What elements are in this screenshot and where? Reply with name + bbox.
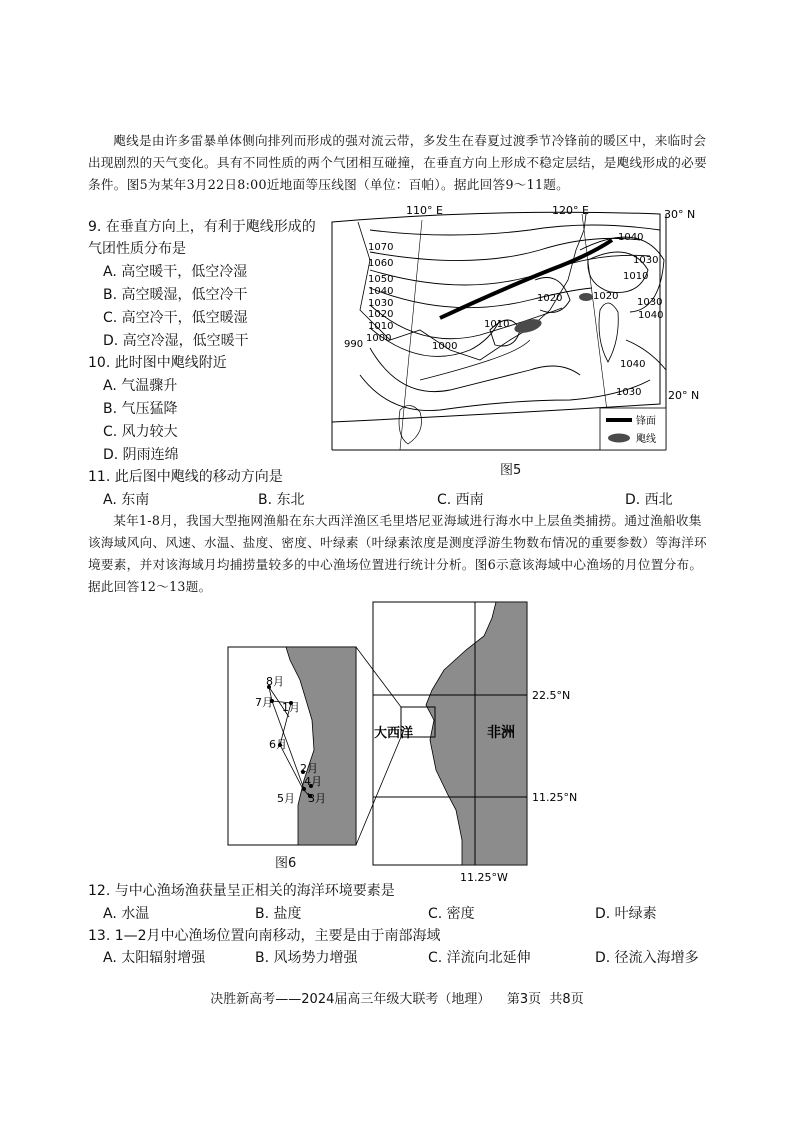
intro-paragraph-1: 飑线是由许多雷暴单体侧向排列而形成的强对流云带，多发生在春夏过渡季节冷锋前的暖区中，来临时会出现剧烈的天气变化。具有不同性质的两个气团相互碰撞，在垂直方向上形成不稳定层结，是飑线形成的必要条件。图5为某年3月22日8:00近地面等压线图（单位：百帕）。据此回答9～11题。 (88, 133, 707, 192)
isobar-label: 1010 (623, 271, 649, 282)
q11-option-d: D. 西北 (625, 492, 673, 508)
figure-5-caption: 图5 (500, 463, 522, 478)
isobar-label: 1020 (368, 309, 394, 320)
ocean-label: 大西洋 (374, 726, 414, 741)
q11-option-b: B. 东北 (258, 492, 305, 508)
isobar-label: 1020 (593, 291, 619, 302)
legend-box (600, 408, 666, 450)
isobar-label: 1030 (616, 387, 642, 398)
isobar-label: 1030 (368, 298, 394, 309)
q10-option-d: D. 阴雨连绵 (103, 447, 179, 463)
q9-option-c: C. 高空冷干，低空暖湿 (103, 310, 248, 326)
q11-option-c: C. 西南 (437, 492, 484, 508)
intro-paragraph-2: 某年1-8月，我国大型拖网渔船在东大西洋渔区毛里塔尼亚海域进行海水中上层鱼类捕捞。通过渔船收集该海域风向、风速、水温、盐度、密度、叶绿素（叶绿素浓度是测度浮游生物数布情况的重要参数）等海洋环境要素，并对该海域月均捕捞量较多的中心渔场位置进行统计分析。图6示意该海域中心渔场的月位置分布。据此回答12～13题。 (88, 513, 707, 594)
figure-6-fishing-ground-map (226, 600, 606, 885)
isobar-label: 1010 (368, 321, 394, 332)
isobar-label: 1000 (432, 341, 458, 352)
isobar-label: 1040 (638, 310, 664, 321)
q13-option-c: C. 洋流向北延伸 (428, 950, 531, 966)
legend-squall-symbol (608, 434, 630, 443)
month-label-apr: 4月 (304, 775, 322, 788)
q12-option-c: C. 密度 (428, 906, 475, 922)
q12-option-d: D. 叶绿素 (595, 906, 657, 922)
q11-stem: 11. 此后图中飑线的移动方向是 (88, 469, 283, 485)
lon-label-120: 120° E (552, 204, 589, 217)
squall-line-2 (579, 293, 593, 301)
isobar-label: 1040 (618, 232, 644, 243)
q9-stem-line2: 气团性质分布是 (88, 241, 186, 257)
q11-option-a: A. 东南 (103, 492, 150, 508)
q13-stem: 13. 1—2月中心渔场位置向南移动，主要是由于南部海域 (88, 928, 441, 944)
isobar-label: 1040 (620, 359, 646, 370)
q9-option-d: D. 高空冷湿，低空暖干 (103, 333, 249, 349)
isobar-label: 1040 (368, 286, 394, 297)
isobar-label: 1000 (366, 333, 392, 344)
q10-option-a: A. 气温骤升 (103, 378, 178, 394)
q12-stem: 12. 与中心渔场渔获量呈正相关的海洋环境要素是 (88, 883, 395, 899)
q13-option-a: A. 太阳辐射增强 (103, 950, 206, 966)
month-label-jul: 7月 (255, 696, 273, 709)
isobar-label: 1070 (368, 242, 394, 253)
isobar-label: 1030 (633, 255, 659, 266)
isobar-label: 1060 (368, 258, 394, 269)
lon-label-110: 110° E (406, 204, 443, 217)
lat-label-30: 30° N (664, 208, 696, 221)
q9-option-b: B. 高空暖湿，低空冷干 (103, 287, 248, 303)
page-footer: 决胜新高考——2024届高三年级大联考（地理） 第3页 共8页 (210, 992, 584, 1007)
q12-option-a: A. 水温 (103, 906, 150, 922)
front-line (440, 240, 612, 318)
isobar-label: 1010 (484, 319, 510, 330)
q9-option-a: A. 高空暖干，低空冷湿 (103, 264, 248, 280)
q13-option-b: B. 风场势力增强 (255, 950, 358, 966)
month-label-jun: 6月 (269, 738, 287, 751)
month-label-aug: 8月 (266, 675, 284, 688)
legend-squall-label: 飑线 (636, 434, 656, 445)
q10-option-c: C. 风力较大 (103, 424, 178, 440)
isobar-label: 1030 (637, 297, 663, 308)
lat-label-22-5: 22.5°N (532, 689, 571, 702)
squall-line-1 (513, 317, 543, 336)
lat-label-11-25: 11.25°N (532, 791, 578, 804)
q13-option-d: D. 径流入海增多 (595, 950, 699, 966)
month-label-jan: 1月 (282, 701, 300, 714)
q10-stem: 10. 此时图中飑线附近 (88, 355, 227, 371)
isobar-label: 990 (344, 339, 364, 350)
legend-front-label: 锋面 (636, 416, 656, 427)
q10-option-b: B. 气压猛降 (103, 401, 178, 417)
isobar-label: 1020 (537, 293, 563, 304)
land-label: 非洲 (487, 725, 515, 741)
q9-stem-line1: 9. 在垂直方向上，有利于飑线形成的 (88, 219, 316, 235)
figure-5-isobar-map (330, 200, 710, 458)
figure-6-caption: 图6 (275, 856, 297, 871)
month-label-feb: 2月 (300, 762, 318, 775)
lon-label-11-25w: 11.25°W (460, 871, 508, 884)
q12-option-b: B. 盐度 (255, 906, 302, 922)
lat-label-20: 20° N (668, 389, 700, 402)
month-label-mar: 3月 (308, 792, 326, 805)
month-label-may: 5月 (277, 792, 295, 805)
isobar-label: 1050 (368, 274, 394, 285)
